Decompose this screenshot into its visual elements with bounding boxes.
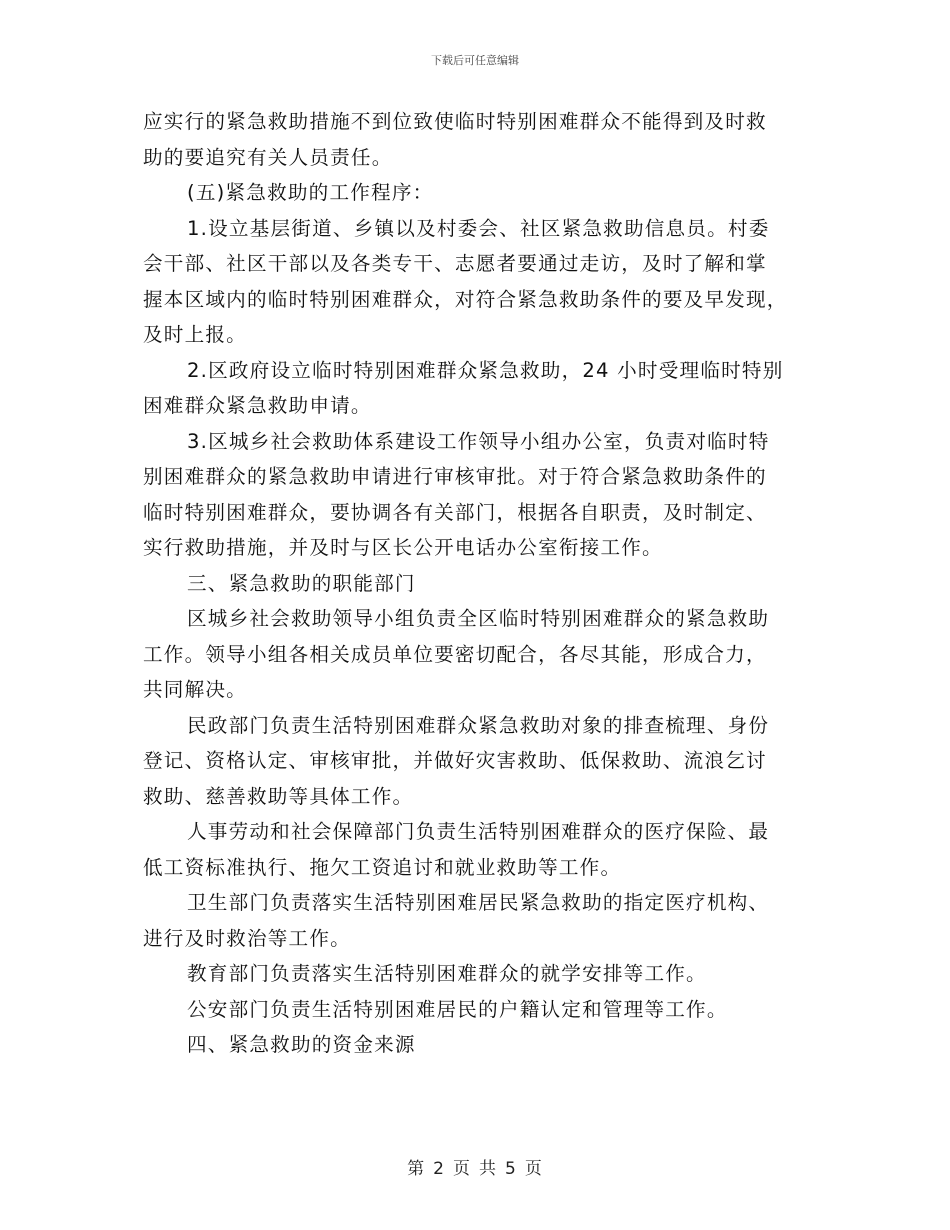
text-line: 救助、慈善救助等具体工作。 xyxy=(143,784,414,808)
text-line: 会干部、社区干部以及各类专干、志愿者要通过走访，及时了解和掌 xyxy=(143,252,767,275)
text-line: 1.设立基层街道、乡镇以及村委会、社区紧急救助信息员。村委 xyxy=(187,216,770,240)
text-line: 应实行的紧急救助措施不到位致使临时特别困难群众不能得到及时救 xyxy=(143,110,767,133)
text-line: 共同解决。 xyxy=(143,678,247,701)
footer-prefix: 第 xyxy=(407,1159,426,1179)
text-line: 别困难群众的紧急救助申请进行审核审批。对于符合紧急救助条件的 xyxy=(143,465,767,488)
footer-total-pages: 5 xyxy=(505,1159,517,1179)
text-line: 卫生部门负责落实生活特别困难居民紧急救助的指定医疗机构、 xyxy=(187,891,770,914)
text-line: 登记、资格认定、审核审批，并做好灾害救助、低保救助、流浪乞讨 xyxy=(143,749,767,772)
text-line: 临时特别困难群众，要协调各有关部门，根据各自职责，及时制定、 xyxy=(143,500,767,524)
text-line: (五)紧急救助的工作程序： xyxy=(187,181,434,204)
text-line: 及时上报。 xyxy=(143,323,247,346)
text-line: 公安部门负责生活特别困难居民的户籍认定和管理等工作。 xyxy=(187,997,728,1021)
text-line: 民政部门负责生活特别困难群众紧急救助对象的排查梳理、身份 xyxy=(187,713,770,737)
page-footer xyxy=(0,1154,950,1179)
footer-page-number: 2 xyxy=(433,1159,445,1179)
document-body xyxy=(143,104,803,1063)
text-line: 进行及时救治等工作。 xyxy=(143,926,351,950)
text-line: 低工资标准执行、拖欠工资追讨和就业救助等工作。 xyxy=(143,855,622,879)
text-line: 困难群众紧急救助申请。 xyxy=(143,394,372,417)
footer-suffix: 页 xyxy=(524,1159,543,1179)
text-line: 三、紧急救助的职能部门 xyxy=(187,571,416,595)
footer-page-label: 页 xyxy=(453,1159,471,1179)
text-line: 3.区城乡社会救助体系建设工作领导小组办公室，负责对临时特 xyxy=(187,429,770,453)
text-line: 教育部门负责落实生活特别困难群众的就学安排等工作。 xyxy=(187,962,707,985)
text-line: 助的要追究有关人员责任。 xyxy=(143,145,393,169)
text-line: 区城乡社会救助领导小组负责全区临时特别困难群众的紧急救助 xyxy=(187,607,770,630)
text-line: 人事劳动和社会保障部门负责生活特别困难群众的医疗保险、最 xyxy=(187,820,770,843)
text-line: 四、紧急救助的资金来源 xyxy=(187,1033,416,1056)
text-line: 实行救助措施，并及时与区长公开电话办公室衔接工作。 xyxy=(143,536,663,559)
text-line: 2.区政府设立临时特别困难群众紧急救助，24 小时受理临时特别 xyxy=(187,358,784,382)
text-line: 握本区域内的临时特别困难群众，对符合紧急救助条件的要及早发现， xyxy=(143,287,788,311)
text-line: 工作。领导小组各相关成员单位要密切配合，各尽其能，形成合力， xyxy=(143,642,767,666)
page-header: 下载后可任意编辑 xyxy=(431,54,519,67)
footer-total-label: 共 xyxy=(479,1159,497,1179)
